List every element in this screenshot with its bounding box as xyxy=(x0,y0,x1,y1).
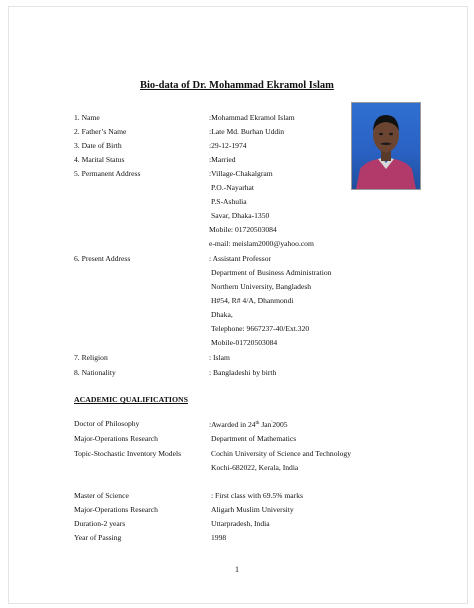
religion-label: 7. Religion xyxy=(74,353,108,362)
page-title: Bio-data of Dr. Mohammad Ekramol Islam xyxy=(140,80,334,91)
academic-qualifications-heading: ACADEMIC QUALIFICATIONS xyxy=(74,395,189,404)
permanent-address-line: P.S-Ashulia xyxy=(211,197,247,206)
dob-label: 3. Date of Birth xyxy=(74,141,122,150)
nationality-label: 8. Nationality xyxy=(74,368,116,377)
profile-photo xyxy=(351,102,421,190)
phd-university-address: Kochi-682022, Kerala, India xyxy=(211,463,299,472)
msc-year-value: 1998 xyxy=(211,533,227,542)
msc-degree-label: Master of Science xyxy=(74,491,129,500)
phd-degree-label: Doctor of Philosophy xyxy=(74,419,140,428)
document-page xyxy=(8,6,468,604)
father-name-value: :Late Md. Burhan Uddin xyxy=(209,127,285,136)
permanent-mobile: Mobile: 01720503084 xyxy=(209,225,277,234)
phd-university: Cochin University of Science and Technology xyxy=(211,449,351,458)
dob-value: :29-12-1974 xyxy=(209,141,247,150)
permanent-address-label: 5. Permanent Address xyxy=(74,169,141,178)
present-address-line: Department of Business Administration xyxy=(211,268,332,277)
msc-university: Aligarh Muslim University xyxy=(211,505,294,514)
name-value: :Mohammad Ekramol Islam xyxy=(209,113,295,122)
msc-major-label: Major-Operations Research xyxy=(74,505,158,514)
present-telephone: Telephone: 9667237-40/Ext.320 xyxy=(211,324,310,333)
father-name-label: 2. Father’s Name xyxy=(74,127,127,136)
msc-result: : First class with 69.5% marks xyxy=(211,491,303,500)
permanent-address-line: P.O.-Nayarhat xyxy=(211,183,255,192)
page-number: 1 xyxy=(235,565,239,574)
nationality-value: : Bangladeshi by birth xyxy=(209,368,277,377)
phd-topic-label: Topic-Stochastic Inventory Models xyxy=(74,449,182,458)
present-address-line: Dhaka, xyxy=(211,310,233,319)
marital-status-label: 4. Marital Status xyxy=(74,155,125,164)
msc-year-label: Year of Passing xyxy=(74,533,122,542)
email-address: e-mail: meislam2000@yahoo.com xyxy=(209,239,314,248)
present-address-line: H#54, R# 4/A, Dhanmondi xyxy=(211,296,294,305)
present-address-line: Northern University, Bangladesh xyxy=(211,282,312,291)
phd-award-date: :Awarded in 24th Jan'2005 xyxy=(209,420,288,429)
msc-duration-label: Duration-2 years xyxy=(74,519,126,528)
name-label: 1. Name xyxy=(74,113,100,122)
present-address-label: 6. Present Address xyxy=(74,254,131,263)
religion-value: : Islam xyxy=(209,353,230,362)
permanent-address-line: Savar, Dhaka-1350 xyxy=(211,211,270,220)
present-mobile: Mobile-01720503084 xyxy=(211,338,278,347)
present-address-line: : Assistant Professor xyxy=(209,254,272,263)
marital-status-value: :Married xyxy=(209,155,236,164)
phd-major-label: Major-Operations Research xyxy=(74,434,158,443)
phd-department: Department of Mathematics xyxy=(211,434,297,443)
permanent-address-line: :Village-Chakalgram xyxy=(209,169,273,178)
msc-university-location: Uttarpradesh, India xyxy=(211,519,270,528)
